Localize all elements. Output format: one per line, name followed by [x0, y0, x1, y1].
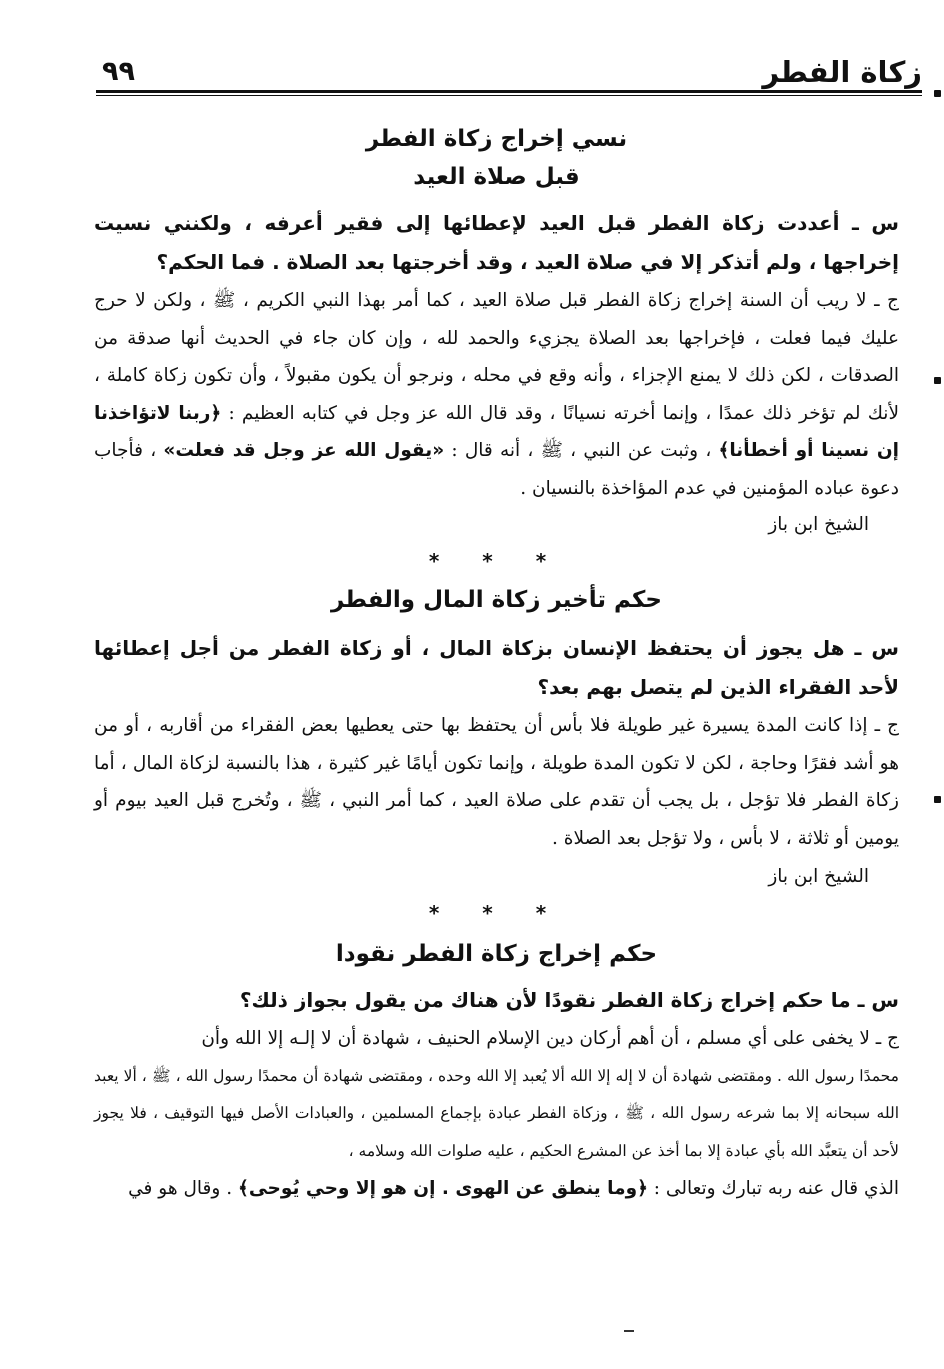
hadith-quote: «يقول الله عز وجل قد فعلت» — [163, 440, 445, 461]
separator: * * * — [428, 901, 565, 925]
answer-text: الذي قال عنه ربه تبارك وتعالى : — [647, 1178, 899, 1199]
margin-mark — [934, 796, 941, 803]
section-title: حكم إخراج زكاة الفطر نقودا — [335, 941, 658, 967]
signature: الشيخ ابن باز — [768, 514, 869, 535]
answer: ج ـ إذا كانت المدة يسيرة غير طويلة فلا بأس أن يحتفظ بها حتى يعطيها بعض الفقراء من أقاربه ، أو من هو أشد فقرًا وحاجة ، لكن لا تكون المدة طويلة ، وإنما تكون أيامًا غير كثيرة ، هذا بالنسبة لزكاة المال ، أما زكاة الفطر فلا تؤجل ، بل يجب أن تقدم على صلاة العيد ، كما أمر النبي ، ﷺ ، وتُخرج قبل العيد بيوم أو يومين أو ثلاثة ، لا بأس ، ولا تؤجل بعد الصلاة . — [94, 715, 899, 849]
answer — [94, 282, 899, 507]
section-title: حكم تأخير زكاة المال والفطر — [330, 587, 662, 613]
question: س ـ ما حكم إخراج زكاة الفطر نقودًا لأن هناك من يقول بجواز ذلك؟ — [239, 988, 899, 1012]
answer-first-line: ج ـ لا يخفى على أي مسلم ، أن أهم أركان دين الإسلام الحنيف ، شهادة أن لا إلـه إلا الله وأن — [201, 1028, 899, 1049]
header-rule — [96, 90, 922, 96]
question: س ـ هل يجوز أن يحتفظ الإنسان بزكاة المال ، أو زكاة الفطر من أجل إعطائها لأحد الفقراء الذين لم يتصل بهم بعد؟ — [94, 636, 899, 699]
question: س ـ أعددت زكاة الفطر قبل العيد لإعطائها إلى فقير أعرفه ، ولكنني نسيت إخراجها ، ولم أتذكر إلا في صلاة العيد ، وقد أخرجتها بعد الصلاة . فما الحكم؟ — [94, 211, 899, 274]
answer-last-line — [94, 1170, 899, 1208]
signature: الشيخ ابن باز — [768, 866, 869, 887]
answer-text: ، وثبت عن النبي ، ﷺ ، أنه قال : — [444, 440, 719, 461]
margin-mark — [934, 90, 941, 97]
header-title: زكاة الفطر — [762, 55, 922, 89]
separator: * * * — [428, 549, 565, 573]
answer-text: ، فأجاب دعوة عباده المؤمنين في عدم المؤاخذة بالنسيان . — [94, 440, 899, 499]
page-number: ٩٩ — [102, 56, 135, 87]
margin-mark — [934, 377, 941, 384]
answer-small-text: محمدًا رسول الله . ومقتضى شهادة أن لا إله إلا الله ألا يُعبد إلا الله وحده ، ومقتضى شهادة أن محمدًا رسول الله ، ﷺ ، ألا يعبد الله سبحانه إلا بما شرعه رسول الله ، ﷺ ، وزكاة الفطر عبادة بإجماع المسلمين ، والعبادات الأصل فيها التوقيف ، فلا يجوز لأحد أن يتعبَّد الله بأي عبادة إلا بما أخذ عن المشرع الحكيم ، عليه صلوات الله وسلامه ، — [94, 1066, 899, 1160]
answer-text: ج ـ لا ريب أن السنة إخراج زكاة الفطر قبل صلاة العيد ، كما أمر بهذا النبي الكريم ، ﷺ ، ولكن لا حرج عليك فيما فعلت ، فإخراجها بعد الصلاة يجزيء والحمد لله ، وإن كان جاء في الحديث أنها صدقة من الصدقات ، لكن ذلك لا يمنع الإجزاء ، وأنه وقع في محله ، ونرجو أن يكون مقبولاً ، وأن تكون زكاة كاملة ، لأنك لم تؤخر ذلك عمدًا ، وإنما أخرته نسيانًا ، وقد قال الله عز وجل في كتابه العظيم : — [94, 290, 899, 424]
quran-verse: ﴿وما ينطق عن الهوى . إن هو إلا وحي يُوحى﴾ — [237, 1178, 648, 1199]
footer-mark — [624, 1330, 634, 1332]
quran-verse: ﴿ربنا لاتؤاخذنا إن نسينا أو أخطأنا﴾ — [94, 402, 900, 461]
section-subtitle: قبل صلاة العيد — [413, 164, 580, 190]
answer-text: . وقال هو في — [128, 1178, 238, 1199]
running-header — [96, 52, 922, 96]
section-title: نسي إخراج زكاة الفطر — [365, 126, 628, 152]
page-body — [94, 120, 899, 1208]
